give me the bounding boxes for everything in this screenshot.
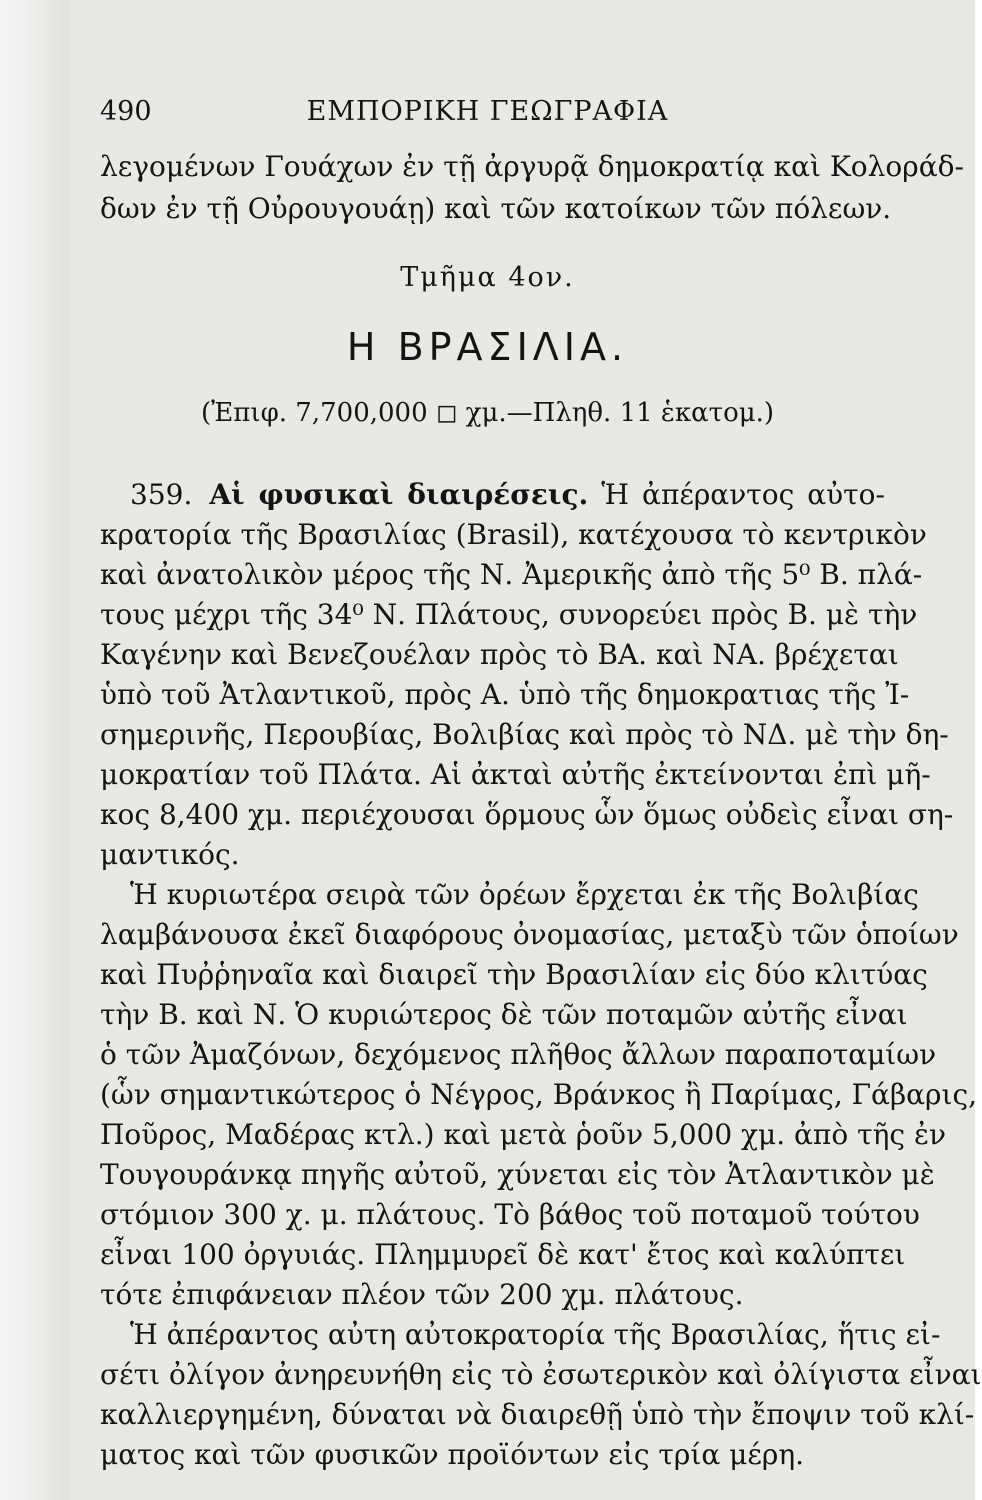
paragraph-line: τους μέχρι τῆς 34⁰ Ν. Πλάτους, συνορεύει πρὸς Β. μὲ τὴν (100, 598, 918, 631)
paragraph-number: 359. (130, 478, 193, 511)
paragraph-line: καὶ ἀνατολικὸν μέρος τῆς Ν. Ἀμερικῆς ἀπὸ τῆς 5⁰ Β. πλά- (100, 558, 923, 591)
paragraph-line: τὴν Β. καὶ Ν. Ὁ κυριώτερος δὲ τῶν ποταμῶν αὐτῆς εἶναι (100, 998, 908, 1031)
paragraph-line: στόμιον 300 χ. μ. πλάτους. Τὸ βάθος τοῦ ποταμοῦ τούτου (100, 1198, 920, 1231)
paragraph-line: ματος καὶ τῶν φυσικῶν προϊόντων εἰς τρία μέρη. (100, 1438, 805, 1471)
chapter-title: Η ΒΡΑΣΙΛΙΑ. (346, 325, 629, 369)
running-title: ΕΜΠΟΡΙΚΗ ΓΕΩΓΡΑΦΙΑ (306, 96, 669, 127)
paragraph-line: (ὧν σημαντικώτερος ὁ Νέγρος, Βράνκος ἢ Παρίμας, Γάβαρις, (100, 1078, 978, 1111)
paragraph-line: Ποῦρος, Μαδέρας κτλ.) καὶ μετὰ ῥοῦν 5,000 χμ. ἀπὸ τῆς ἐν (100, 1118, 946, 1151)
section-label: Τμῆμα 4ον. (400, 262, 575, 293)
paragraph-line: Τουγουράνκᾳ πηγῆς αὐτοῦ, χύνεται εἰς τὸν Ἀτλαντικὸν μὲ (100, 1158, 935, 1191)
paragraph-line: σέτι ὀλίγον ἀνηρευνήθη εἰς τὸ ἐσωτερικὸν καὶ ὀλίγιστα εἶναι (100, 1358, 982, 1391)
paragraph-text: Ἡ ἀπέραντος αὐτο- (601, 478, 885, 511)
paragraph-line: καλλιεργημένη, δύναται νὰ διαιρεθῇ ὑπὸ τὴν ἔποψιν τοῦ κλί- (100, 1398, 975, 1431)
paragraph-line: λαμβάνουσα ἐκεῖ διαφόρους ὀνομασίας, μεταξὺ τῶν ὁποίων (100, 918, 959, 951)
paragraph-line: καὶ Πυῤῥηναῖα καὶ διαιρεῖ τὴν Βρασιλίαν εἰς δύο κλιτύας (100, 958, 928, 991)
intro-line: δων ἐν τῇ Οὐρουγουάῃ) καὶ τῶν κατοίκων τῶν πόλεων. (100, 192, 892, 225)
area-population-stats: (Ἐπιφ. 7,700,000 ◻ χμ.—Πληθ. 11 ἑκατομ.) (200, 398, 775, 428)
paragraph-line: τότε ἐπιφάνειαν πλέον τῶν 200 χμ. πλάτους. (100, 1278, 744, 1311)
paragraph-first-line (100, 478, 885, 511)
paragraph-heading: Αἱ φυσικαὶ διαιρέσεις. (209, 478, 589, 511)
paragraph-line: ὑπὸ τοῦ Ἀτλαντικοῦ, πρὸς Α. ὑπὸ τῆς δημοκρατιας τῆς Ἰ- (100, 678, 910, 711)
paragraph-line: Ἡ κυριωτέρα σειρὰ τῶν ὀρέων ἔρχεται ἐκ τῆς Βολιβίας (130, 878, 919, 911)
paragraph-line: Ἡ ἀπέραντος αὐτη αὐτοκρατορία τῆς Βρασιλίας, ἥτις εἰ- (130, 1318, 941, 1351)
binding-shadow (0, 0, 70, 1500)
paragraph-line: μαντικός. (100, 838, 240, 871)
paragraph-line: Καγένην καὶ Βενεζουέλαν πρὸς τὸ ΒΑ. καὶ ΝΑ. βρέχεται (100, 638, 899, 671)
paragraph-line: κρατορία τῆς Βρασιλίας (Brasil), κατέχουσα τὸ κεντρικὸν (100, 518, 927, 551)
paragraph-line: κος 8,400 χμ. περιέχουσαι ὅρμους ὧν ὅμως οὐδεὶς εἶναι ση- (100, 798, 954, 831)
paragraph-line: ὁ τῶν Ἀμαζόνων, δεχόμενος πλῆθος ἄλλων παραποταμίων (100, 1038, 937, 1071)
paragraph-line: σημερινῆς, Περουβίας, Βολιβίας καὶ πρὸς τὸ ΝΔ. μὲ τὴν δη- (100, 718, 949, 751)
paragraph-line: εἶναι 100 ὀργυιάς. Πλημμυρεῖ δὲ κατ' ἔτος καὶ καλύπτει (100, 1238, 906, 1271)
intro-line: λεγομένων Γουάχων ἐν τῇ ἀργυρᾷ δημοκρατίᾳ καὶ Κολοράδ- (100, 150, 964, 183)
paragraph-line: μοκρατίαν τοῦ Πλάτα. Αἱ ἀκταὶ αὐτῆς ἐκτείνονται ἐπὶ μῆ- (100, 758, 931, 791)
page-number: 490 (100, 96, 152, 127)
